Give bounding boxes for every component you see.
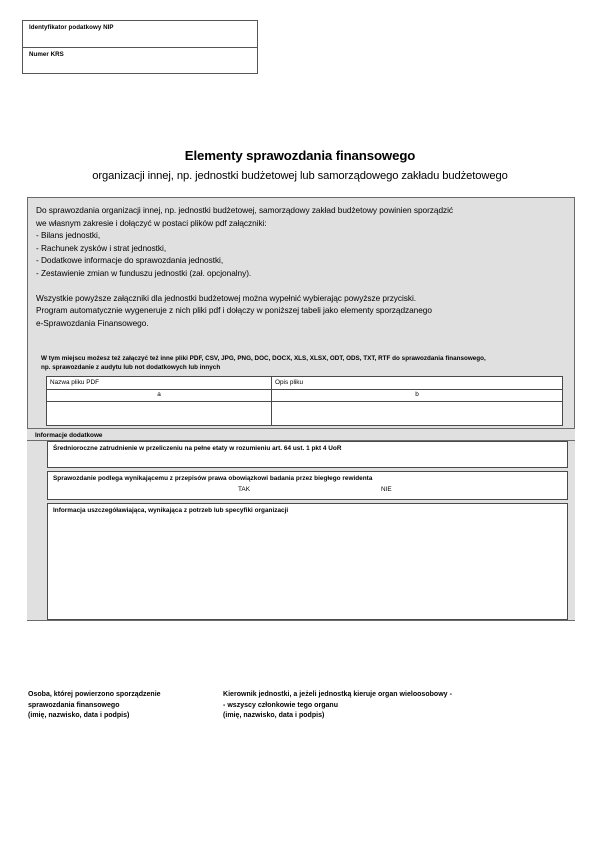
manager-line-3: (imię, nazwisko, data i podpis): [223, 712, 325, 720]
signature-block-preparer: [28, 690, 218, 722]
audit-options: [48, 486, 567, 498]
intro-line-4: - Rachunek zysków i strat jednostki,: [36, 242, 167, 253]
intro-text: [36, 204, 568, 329]
identifier-block: [22, 20, 258, 74]
additional-info-fields: [47, 441, 575, 620]
preparer-line-1: Osoba, której powierzono sporządzenie: [28, 691, 161, 698]
details-field[interactable]: [47, 503, 568, 620]
attachments-table: [46, 376, 563, 426]
employment-field[interactable]: [47, 441, 568, 468]
main-panel: [27, 197, 575, 621]
audit-field: [47, 471, 568, 500]
page-title: Elementy sprawozdania finansowego: [184, 148, 416, 163]
additional-info-header: Informacje dodatkowe: [27, 428, 575, 441]
intro-line-5: - Dodatkowe informacje do sprawozdania jednostki,: [36, 255, 224, 266]
additional-info-body: [27, 441, 575, 620]
intro-line-2: we własnym zakresie i dołączyć w postaci plików pdf załączniki:: [36, 217, 267, 228]
audit-label: Sprawozdanie podlega wynikającemu z przepisów prawa obowiązkowi badania przez biegłego rewidenta: [53, 475, 373, 482]
additional-info-section: [27, 428, 575, 620]
intro-line-8: Program automatycznie wygeneruje z nich pliki pdf i dołączy w poniższej tabeli jako elementy sporządzanego: [36, 305, 432, 316]
description-input[interactable]: [272, 402, 562, 425]
intro-spacer: [36, 280, 568, 292]
nip-label: Identyfikator podatkowy NIP: [29, 24, 114, 31]
attachments-note-line-1: W tym miejscu możesz też załączyć też inne pliki PDF, CSV, JPG, PNG, DOC, DOCX, XLS, XLSX, ODT, ODS, TXT, RTF do sprawozdania finansowego,: [41, 355, 486, 362]
employment-label: Średnioroczne zatrudnienie w przeliczeniu na pełne etaty w rozumieniu art. 64 ust. 1 pkt 4 UoR: [53, 445, 342, 452]
intro-line-6: - Zestawienie zmian w funduszu jednostki (zał. opcjonalny).: [36, 267, 252, 278]
details-label: Informacja uszczegóławiająca, wynikająca z potrzeb lub specyfiki organizacji: [53, 507, 289, 514]
audit-option-yes[interactable]: TAK: [238, 486, 250, 493]
page-subtitle: organizacji innej, np. jednostki budżetowej lub samorządowego zakładu budżetowego: [92, 170, 508, 182]
signature-block-manager: [223, 690, 563, 722]
column-letter-a: a: [47, 390, 272, 401]
krs-row[interactable]: [23, 47, 257, 73]
section-gutter: [27, 441, 47, 620]
nip-row[interactable]: [23, 21, 257, 47]
preparer-line-2: sprawozdania finansowego: [28, 701, 120, 709]
filename-input[interactable]: [47, 402, 272, 425]
intro-line-9: e-Sprawozdania Finansowego.: [36, 317, 149, 328]
table-header-row: [47, 377, 562, 389]
manager-line-1: Kierownik jednostki, a jeżeli jednostką kieruje organ wieloosobowy -: [223, 691, 452, 698]
table-row: [47, 401, 562, 425]
column-letter-b: b: [272, 390, 562, 401]
manager-line-2: - wszyscy członkowie tego organu: [223, 701, 338, 709]
audit-option-no[interactable]: NIE: [381, 486, 392, 493]
preparer-line-3: (imię, nazwisko, data i podpis): [28, 712, 130, 720]
krs-label: Numer KRS: [29, 51, 64, 58]
column-header-filename: Nazwa pliku PDF: [47, 377, 272, 389]
table-letter-row: [47, 389, 562, 401]
intro-line-7: Wszystkie powyższe załączniki dla jednostki budżetowej można wypełnić wybierając powyższe przyciski.: [36, 292, 417, 303]
attachments-note-line-2: np. sprawozdanie z audytu lub not dodatkowych lub innych: [41, 364, 221, 372]
intro-line-1: Do sprawozdania organizacji innej, np. jednostki budżetowej, samorządowy zakład budżetowy powinien sporządzić: [36, 205, 454, 215]
intro-line-3: - Bilans jednostki,: [36, 230, 101, 241]
column-header-description: Opis pliku: [272, 377, 562, 389]
attachments-note: [41, 354, 563, 373]
